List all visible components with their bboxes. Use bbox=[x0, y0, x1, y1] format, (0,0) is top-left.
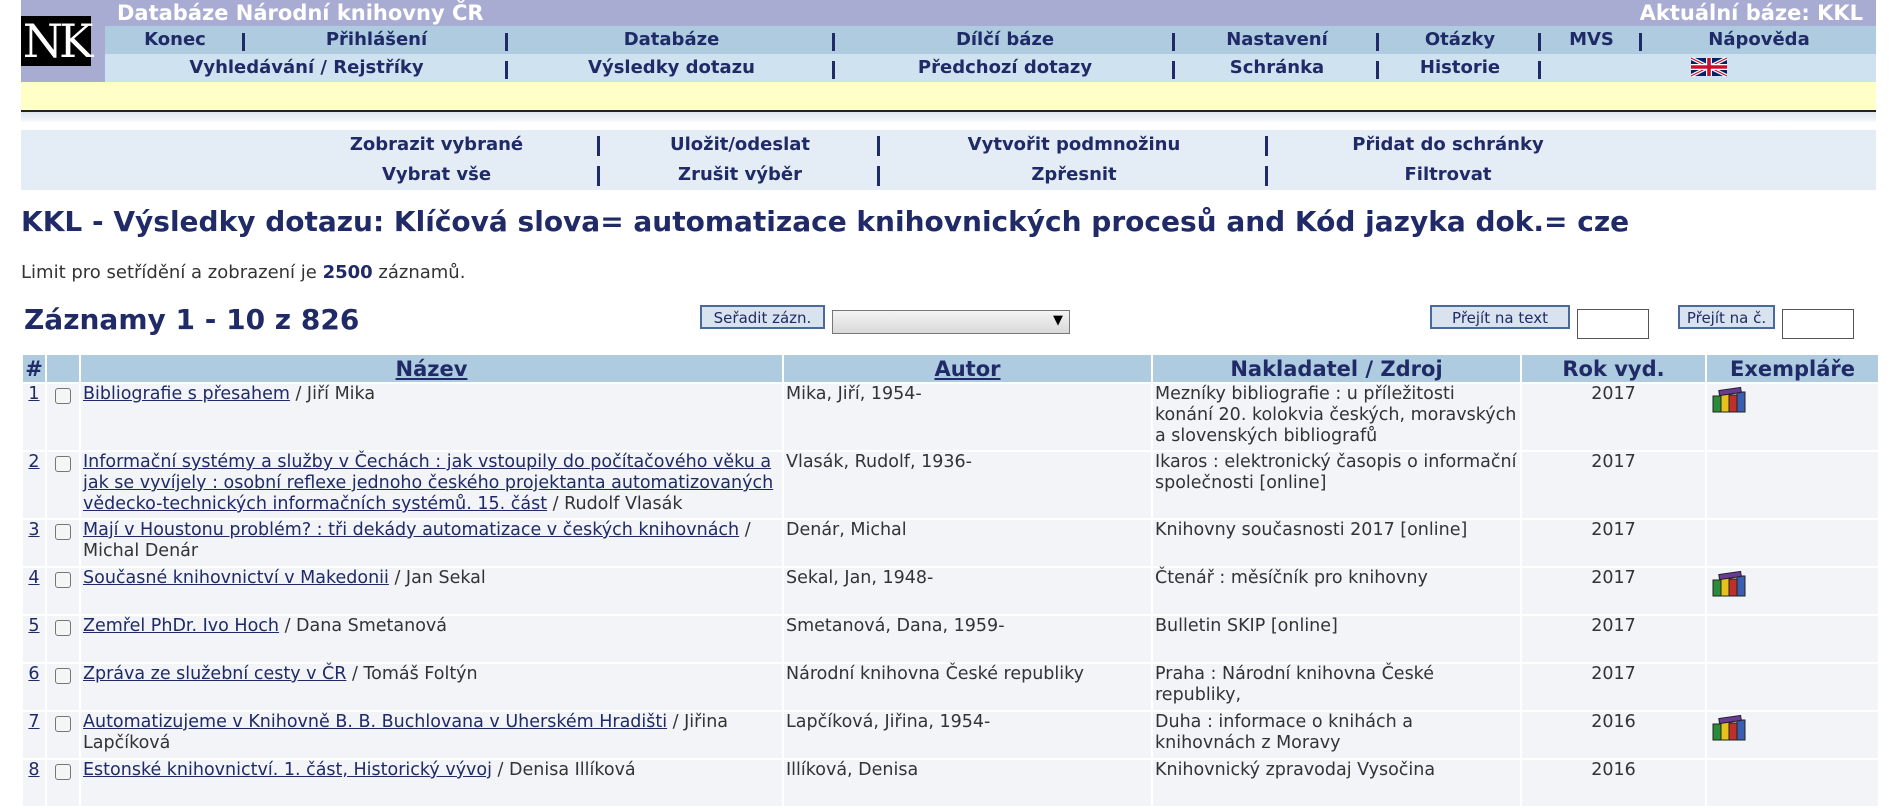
row-checkbox[interactable] bbox=[55, 456, 71, 472]
title-link[interactable]: Automatizujeme v Knihovně B. B. Buchlovana v Uherském Hradišti bbox=[83, 712, 668, 732]
publisher-cell: Mezníky bibliografie : u příležitosti konání 20. kolokvia českých, moravských a slovenských bibliografů bbox=[1153, 384, 1520, 450]
row-select-cell bbox=[47, 616, 79, 662]
responsibility: / Tomáš Foltýn bbox=[346, 664, 478, 684]
nk-logo[interactable] bbox=[21, 0, 105, 82]
action-zobrazit-vybrane bbox=[21, 130, 600, 160]
responsibility: / Dana Smetanová bbox=[279, 616, 448, 636]
sort-by-title-link[interactable]: Název bbox=[395, 356, 468, 381]
goto-text-button[interactable]: Přejít na text bbox=[1430, 305, 1570, 329]
row-number-cell bbox=[23, 616, 45, 662]
row-number-link[interactable]: 6 bbox=[28, 664, 40, 684]
copies-cell bbox=[1707, 664, 1878, 710]
nav-otazky[interactable]: Otázky bbox=[1379, 26, 1541, 54]
responsibility: / Jiří Mika bbox=[289, 384, 376, 404]
limit-suffix: záznamů. bbox=[372, 262, 466, 283]
records-range: Záznamy 1 - 10 z 826 bbox=[24, 303, 360, 336]
table-row bbox=[23, 664, 1878, 710]
publisher-cell: Knihovny současnosti 2017 [online] bbox=[1153, 520, 1520, 566]
top-header bbox=[105, 0, 1876, 26]
row-checkbox[interactable] bbox=[55, 764, 71, 780]
copies-cell[interactable] bbox=[1707, 384, 1878, 450]
title-link[interactable]: Současné knihovnictví v Makedonii bbox=[83, 568, 389, 588]
title-cell bbox=[81, 520, 782, 566]
title-link[interactable]: Informační systémy a služby v Čechách : jak vstoupily do počítačového věku a jak se vyvíjely : osobní reflexe jednoho českého projektanta automatizovaných vědecko-technických informačních systémů. 15. část bbox=[83, 452, 774, 514]
nav-historie[interactable]: Historie bbox=[1379, 54, 1541, 82]
row-number-cell bbox=[23, 384, 45, 450]
responsibility: / Michal Denár bbox=[83, 520, 751, 561]
responsibility: / Jiřina Lapčíková bbox=[83, 712, 729, 753]
action-ulozit-odeslat[interactable]: Uložit/odeslat bbox=[600, 130, 880, 160]
nav-mvs[interactable]: MVS bbox=[1541, 26, 1642, 54]
title-cell bbox=[81, 664, 782, 710]
author-cell: Denár, Michal bbox=[784, 520, 1151, 566]
author-cell: Smetanová, Dana, 1959- bbox=[784, 616, 1151, 662]
main-nav-row-1 bbox=[105, 26, 1876, 54]
nav-vyhledavani[interactable]: Vyhledávání / Rejstříky bbox=[105, 54, 508, 82]
row-select-cell bbox=[47, 384, 79, 450]
row-number-link[interactable]: 8 bbox=[28, 760, 40, 780]
nav-konec[interactable]: Konec bbox=[105, 26, 245, 54]
title-cell bbox=[81, 760, 782, 806]
goto-text-input[interactable] bbox=[1577, 309, 1649, 339]
english-flag-link[interactable] bbox=[1541, 54, 1876, 82]
col-author[interactable] bbox=[784, 355, 1151, 382]
row-select-cell bbox=[47, 520, 79, 566]
title-cell bbox=[81, 568, 782, 614]
copies-books-icon bbox=[1711, 714, 1749, 742]
title-link[interactable]: Mají v Houstonu problém? : tři dekády automatizace v českých knihovnách bbox=[83, 520, 740, 540]
title-link[interactable]: Zemřel PhDr. Ivo Hoch bbox=[83, 616, 280, 636]
sort-button[interactable]: Seřadit zázn. bbox=[700, 305, 825, 329]
row-number-link[interactable]: 7 bbox=[28, 712, 40, 732]
row-select-cell bbox=[47, 452, 79, 518]
col-title[interactable] bbox=[81, 355, 782, 382]
nav-napoveda[interactable]: Nápověda bbox=[1708, 29, 1810, 50]
year-cell: 2017 bbox=[1522, 452, 1705, 518]
year-cell: 2017 bbox=[1522, 616, 1705, 662]
year-cell: 2017 bbox=[1522, 520, 1705, 566]
nav-nastaveni[interactable]: Nastavení bbox=[1175, 26, 1379, 54]
divider bbox=[21, 112, 1876, 122]
limit-info bbox=[21, 262, 465, 283]
row-checkbox[interactable] bbox=[55, 388, 71, 404]
copies-cell bbox=[1707, 520, 1878, 566]
col-publisher: Nakladatel / Zdroj bbox=[1153, 355, 1520, 382]
copies-books-icon bbox=[1711, 570, 1749, 598]
year-cell: 2016 bbox=[1522, 712, 1705, 758]
table-row bbox=[23, 760, 1878, 806]
copies-cell[interactable] bbox=[1707, 712, 1878, 758]
sort-select[interactable] bbox=[832, 310, 1070, 334]
results-table bbox=[21, 353, 1880, 808]
row-number-cell bbox=[23, 664, 45, 710]
table-row bbox=[23, 452, 1878, 518]
publisher-cell: Čtenář : měsíčník pro knihovny bbox=[1153, 568, 1520, 614]
author-cell: Mika, Jiří, 1954- bbox=[784, 384, 1151, 450]
nav-schranka[interactable]: Schránka bbox=[1175, 54, 1379, 82]
action-zrusit-vyber[interactable]: Zrušit výběr bbox=[600, 160, 880, 190]
row-number-cell bbox=[23, 452, 45, 518]
author-cell: Vlasák, Rudolf, 1936- bbox=[784, 452, 1151, 518]
title-cell bbox=[81, 384, 782, 450]
year-cell: 2017 bbox=[1522, 384, 1705, 450]
title-link[interactable]: Estonské knihovnictví. 1. část, Historický vývoj bbox=[83, 760, 492, 780]
goto-number-input[interactable] bbox=[1782, 309, 1854, 339]
responsibility: / Jan Sekal bbox=[388, 568, 486, 588]
publisher-cell: Duha : informace o knihách a knihovnách z Moravy bbox=[1153, 712, 1520, 758]
nav-prihlaseni[interactable]: Přihlášení bbox=[245, 26, 508, 54]
row-number-link[interactable]: 4 bbox=[28, 568, 40, 588]
row-number-cell bbox=[23, 520, 45, 566]
row-select-cell bbox=[47, 760, 79, 806]
author-cell: Lapčíková, Jiřina, 1954- bbox=[784, 712, 1151, 758]
author-cell: Illíková, Denisa bbox=[784, 760, 1151, 806]
dropdown-arrow-icon: ▼ bbox=[1053, 313, 1063, 328]
nav-vysledky-dotazu[interactable]: Výsledky dotazu bbox=[508, 54, 835, 82]
current-base: Aktuální báze: KKL bbox=[1639, 1, 1863, 25]
table-row bbox=[23, 616, 1878, 662]
query-heading: KKL - Výsledky dotazu: Klíčová slova= automatizace knihovnických procesů and Kód jazyka dok.= cze bbox=[21, 205, 1630, 238]
actions-row-1 bbox=[21, 130, 1876, 160]
col-year: Rok vyd. bbox=[1522, 355, 1705, 382]
row-number-link[interactable]: 2 bbox=[28, 452, 40, 472]
row-select-cell bbox=[47, 568, 79, 614]
copies-cell bbox=[1707, 760, 1878, 806]
responsibility: / Rudolf Vlasák bbox=[547, 494, 683, 514]
year-cell: 2017 bbox=[1522, 664, 1705, 710]
action-vytvorit-podmnozinu[interactable]: Vytvořit podmnožinu bbox=[880, 130, 1268, 160]
row-checkbox[interactable] bbox=[55, 668, 71, 684]
copies-books-icon bbox=[1711, 386, 1749, 414]
publisher-cell: Knihovnický zpravodaj Vysočina bbox=[1153, 760, 1520, 806]
author-cell: Sekal, Jan, 1948- bbox=[784, 568, 1151, 614]
col-number: # bbox=[23, 355, 45, 382]
table-row bbox=[23, 568, 1878, 614]
table-row bbox=[23, 384, 1878, 450]
row-number-link[interactable]: 3 bbox=[28, 520, 40, 540]
row-number-cell bbox=[23, 712, 45, 758]
title-cell bbox=[81, 452, 782, 518]
uk-flag-icon bbox=[1691, 57, 1727, 77]
actions-row-2 bbox=[21, 160, 1876, 190]
responsibility: / Denisa Illíková bbox=[491, 760, 636, 780]
row-number-cell bbox=[23, 568, 45, 614]
main-nav-row-2 bbox=[105, 54, 1876, 82]
author-cell: Národní knihovna České republiky bbox=[784, 664, 1151, 710]
row-number-cell bbox=[23, 760, 45, 806]
year-cell: 2017 bbox=[1522, 568, 1705, 614]
table-row bbox=[23, 712, 1878, 758]
title-link[interactable]: Zpráva ze služební cesty v ČR bbox=[83, 664, 347, 684]
col-select bbox=[47, 355, 79, 382]
row-checkbox[interactable] bbox=[55, 572, 71, 588]
col-copies: Exempláře bbox=[1707, 355, 1878, 382]
table-row bbox=[23, 520, 1878, 566]
nav-predchozi-dotazy[interactable]: Předchozí dotazy bbox=[835, 54, 1175, 82]
row-select-cell bbox=[47, 712, 79, 758]
database-title: Databáze Národní knihovny ČR bbox=[117, 1, 484, 25]
action-vybrat-vse-label[interactable]: Vybrat vše bbox=[381, 164, 492, 185]
nk-logo-mark: NK bbox=[22, 14, 90, 68]
row-checkbox[interactable] bbox=[55, 716, 71, 732]
year-cell: 2016 bbox=[1522, 760, 1705, 806]
goto-number-button[interactable]: Přejít na č. bbox=[1678, 305, 1775, 329]
publisher-cell: Praha : Národní knihovna České republiky, bbox=[1153, 664, 1520, 710]
action-zpresnit[interactable]: Zpřesnit bbox=[880, 160, 1268, 190]
copies-cell bbox=[1707, 616, 1878, 662]
sort-by-author-link[interactable]: Autor bbox=[934, 356, 1001, 381]
copies-cell bbox=[1707, 452, 1878, 518]
nav-dilci-baze[interactable]: Dílčí báze bbox=[835, 26, 1175, 54]
table-header-row bbox=[23, 355, 1878, 382]
limit-prefix: Limit pro setřídění a zobrazení je bbox=[21, 262, 323, 283]
action-zobrazit-vybrane-label[interactable]: Zobrazit vybrané bbox=[349, 134, 524, 155]
title-link[interactable]: Bibliografie s přesahem bbox=[83, 384, 290, 404]
row-number-link[interactable]: 1 bbox=[28, 384, 40, 404]
title-cell bbox=[81, 616, 782, 662]
publisher-cell: Ikaros : elektronický časopis o informační společnosti [online] bbox=[1153, 452, 1520, 518]
row-checkbox[interactable] bbox=[55, 620, 71, 636]
action-pridat-do-schranky[interactable]: Přidat do schránky bbox=[1352, 134, 1544, 155]
action-vybrat-vse bbox=[21, 160, 600, 190]
nav-databaze[interactable]: Databáze bbox=[508, 26, 835, 54]
info-bar bbox=[21, 82, 1876, 112]
action-filtrovat[interactable]: Filtrovat bbox=[1404, 164, 1492, 185]
copies-cell[interactable] bbox=[1707, 568, 1878, 614]
publisher-cell: Bulletin SKIP [online] bbox=[1153, 616, 1520, 662]
title-cell bbox=[81, 712, 782, 758]
limit-value: 2500 bbox=[322, 262, 373, 283]
row-select-cell bbox=[47, 664, 79, 710]
row-number-link[interactable]: 5 bbox=[28, 616, 40, 636]
row-checkbox[interactable] bbox=[55, 524, 71, 540]
